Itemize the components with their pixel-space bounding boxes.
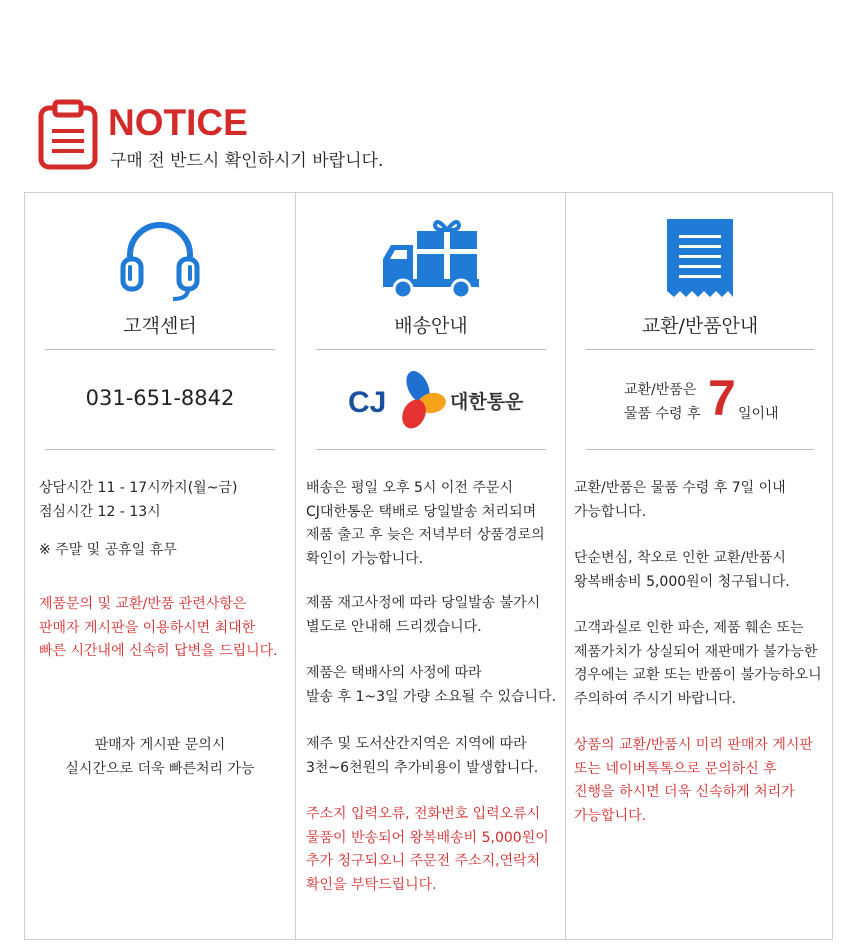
return-period-summary: 교환/반품은 물품 수령 후 7 일이내 (624, 370, 779, 426)
notice-panel (24, 192, 833, 940)
shipping-paragraph: 제품은 택배사의 사정에 따라 발송 후 1~3일 가량 소요될 수 있습니다. (306, 665, 557, 705)
board-inquiry-note: 판매자 게시판 문의시 실시간으로 더욱 빠른처리 가능 (65, 737, 255, 777)
delivery-truck-icon (381, 215, 481, 301)
returns-contact-notice: 상품의 교환/반품시 미리 판매자 게시판 또는 네이버톡톡으로 문의하신 후 진행을 하시면 더욱 신속하게 처리가 가능합니다. (574, 737, 813, 824)
hours-text: 상담시간 11 - 17시까지(월~금) 점심시간 12 - 13시 (39, 480, 238, 520)
phone-number: 031-651-8842 (85, 386, 235, 410)
svg-text:대한통운: 대한통운 (450, 391, 524, 413)
headset-icon (117, 215, 203, 301)
returns-paragraph: 교환/반품은 물품 수령 후 7일 이내 가능합니다. (574, 480, 786, 520)
shipping-paragraph: 제주 및 도서산간지역은 지역에 따라 3천~6천원의 추가비용이 발생합니다. (306, 736, 539, 776)
customer-center-column (25, 193, 295, 939)
clipboard-icon (38, 100, 98, 170)
holiday-notice: ※ 주말 및 공휴일 휴무 (39, 542, 177, 558)
divider (586, 349, 814, 350)
returns-paragraph: 단순변심, 착오로 인한 교환/반품시 왕복배송비 5,000원이 청구됩니다. (574, 550, 790, 590)
divider (586, 449, 814, 450)
notice-title: NOTICE (108, 102, 248, 143)
address-error-notice: 주소지 입력오류, 전화번호 입력오류시 물품이 반송되어 왕복배송비 5,000원이 추가 청구되오니 주문전 주소지,연락처 확인을 부탁드립니다. (306, 806, 549, 893)
svg-text:CJ: CJ (348, 386, 387, 419)
shipping-paragraph: 배송은 평일 오후 5시 이전 주문시 CJ대한통운 택배로 당일발송 처리되며 제품 출고 후 늦은 저녁부터 상품경로의 확인이 가능합니다. (306, 480, 545, 567)
returns-column (565, 193, 834, 939)
returns-title: 교환/반품안내 (641, 315, 759, 337)
shipping-column (295, 193, 566, 939)
customer-center-title: 고객센터 (123, 315, 197, 337)
shipping-paragraph: 제품 재고사정에 따라 당일발송 불가시 별도로 안내해 드리겠습니다. (306, 595, 541, 635)
shipping-title: 배송안내 (394, 315, 468, 337)
divider (45, 449, 275, 450)
return-days-number: 7 (708, 370, 736, 426)
divider (45, 349, 275, 350)
divider (316, 449, 546, 450)
divider (316, 349, 546, 350)
receipt-icon (665, 215, 735, 301)
inquiry-notice: 제품문의 및 교환/반품 관련사항은 판매자 게시판을 이용하시면 최대한 빠른 시간내에 신속히 답변을 드립니다. (39, 596, 278, 659)
returns-paragraph: 고객과실로 인한 파손, 제품 훼손 또는 제품가치가 상실되어 재판매가 불가능한 경우에는 교환 또는 반품이 불가능하오니 주의하여 주시기 바랍니다. (574, 620, 822, 707)
notice-subtitle: 구매 전 반드시 확인하시기 바랍니다. (110, 151, 384, 171)
cj-logistics-logo (346, 365, 524, 435)
